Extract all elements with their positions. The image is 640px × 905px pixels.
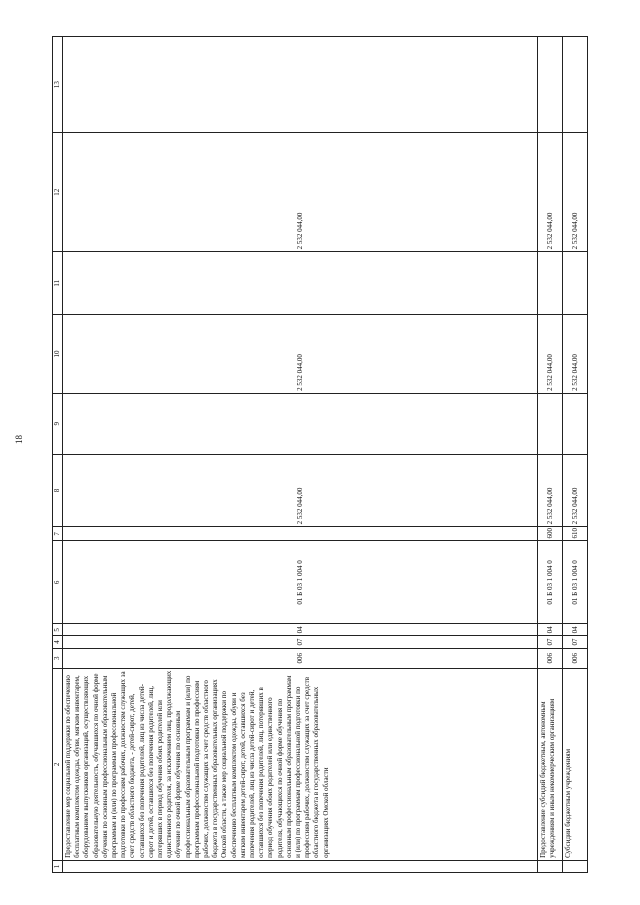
page-number: 18 bbox=[14, 435, 24, 444]
column-header: 9 bbox=[53, 393, 63, 454]
cell-code: 04 bbox=[63, 624, 538, 636]
cell-amount: 2 532 044,00 bbox=[563, 315, 588, 394]
column-header: 4 bbox=[53, 636, 63, 648]
cell-amount bbox=[563, 252, 588, 315]
cell-code: 006 bbox=[563, 648, 588, 668]
cell-amount bbox=[63, 252, 538, 315]
cell-amount: 2 532 044,00 bbox=[538, 454, 563, 527]
cell-code: 006 bbox=[538, 648, 563, 668]
cell-code: 01 Б 03 1 004 0 bbox=[563, 541, 588, 624]
cell-code: 610 bbox=[563, 527, 588, 541]
cell-code: 04 bbox=[563, 624, 588, 636]
column-header: 11 bbox=[53, 252, 63, 315]
cell-amount: 2 532 044,00 bbox=[563, 454, 588, 527]
cell-amount bbox=[63, 37, 538, 133]
cell-code: 07 bbox=[563, 636, 588, 648]
column-header: 1 bbox=[53, 860, 63, 872]
cell-amount: 2 532 044,00 bbox=[63, 315, 538, 394]
column-header: 13 bbox=[53, 37, 63, 133]
cell-code: 07 bbox=[538, 636, 563, 648]
column-header: 2 bbox=[53, 668, 63, 860]
cell-code bbox=[63, 527, 538, 541]
cell-blank bbox=[563, 860, 588, 872]
column-header: 12 bbox=[53, 133, 63, 252]
cell-code: 01 Б 03 1 004 0 bbox=[538, 541, 563, 624]
cell-code: 01 Б 03 1 004 0 bbox=[63, 541, 538, 624]
table-row bbox=[563, 37, 588, 873]
cell-blank bbox=[538, 860, 563, 872]
cell-amount: 2 532 044,00 bbox=[538, 315, 563, 394]
column-header: 6 bbox=[53, 541, 63, 624]
cell-name: Субсидии бюджетным учреждениям bbox=[563, 668, 588, 860]
cell-amount: 2 532 044,00 bbox=[563, 133, 588, 252]
cell-code: 07 bbox=[63, 636, 538, 648]
column-header: 3 bbox=[53, 648, 63, 668]
column-header: 8 bbox=[53, 454, 63, 527]
column-header: 5 bbox=[53, 624, 63, 636]
cell-code: 04 bbox=[538, 624, 563, 636]
cell-name: Предоставление субсидий бюджетным, автономным учреждениям и иным некоммерческим организациям bbox=[538, 668, 563, 860]
cell-blank bbox=[63, 860, 538, 872]
budget-table bbox=[52, 36, 588, 873]
cell-code: 600 bbox=[538, 527, 563, 541]
cell-amount bbox=[538, 252, 563, 315]
cell-amount bbox=[538, 393, 563, 454]
cell-amount: 2 532 044,00 bbox=[538, 133, 563, 252]
cell-amount bbox=[563, 393, 588, 454]
cell-code: 006 bbox=[63, 648, 538, 668]
cell-amount bbox=[538, 37, 563, 133]
cell-name: Предоставление мер социальной поддержки по обеспечению бесплатным комплектом одежды, обуви, мягким инвентарем, оборудованием выпускников организаций, осуществляющих образовательную деятельность, обучавшихся по очной форме обучения по основным профессиональным образовательным программам и (или) по программам профессиональной подготовки по профессиям рабочих, должностям служащих за счет средств областного бюджета, - детей-сирот, детей, оставшихся без попечения родителей, лиц из числа детей-сирот и детей, оставшихся без попечения родителей, лиц, потерявших в период обучения обоих родителей или единственного родителя, за исключением лиц, продолжающих обучение по очной форме обучения по основным профессиональным образовательным программам и (или) по программам профессиональной подготовки по профессиям рабочих, должностям служащих за счет средств областного бюджета в государственных образовательных организациях Омской области, а также мер социальной поддержки по обеспечению бесплатным комплектом одежды, обуви и мягким инвентарем детей-сирот, детей, оставшихся без попечения родителей, лиц из числа детей-сирот и детей, оставшихся без попечения родителей, лиц, потерявших в период обучения обоих родителей или единственного родителя, обучающихся по очной форме обучения по основным профессиональным образовательным программам и (или) по программам профессиональной подготовки по профессиям рабочих, должностям служащих за счет средств областного бюджета в государственных образовательных организациях Омской области bbox=[63, 668, 538, 860]
table-row bbox=[538, 37, 563, 873]
cell-amount bbox=[63, 393, 538, 454]
column-header: 7 bbox=[53, 527, 63, 541]
budget-table-rotated bbox=[52, 36, 592, 873]
cell-amount bbox=[563, 37, 588, 133]
table-row bbox=[63, 37, 538, 873]
cell-amount: 2 532 044,00 bbox=[63, 133, 538, 252]
cell-amount: 2 532 044,00 bbox=[63, 454, 538, 527]
header-row bbox=[53, 37, 63, 873]
column-header: 10 bbox=[53, 315, 63, 394]
